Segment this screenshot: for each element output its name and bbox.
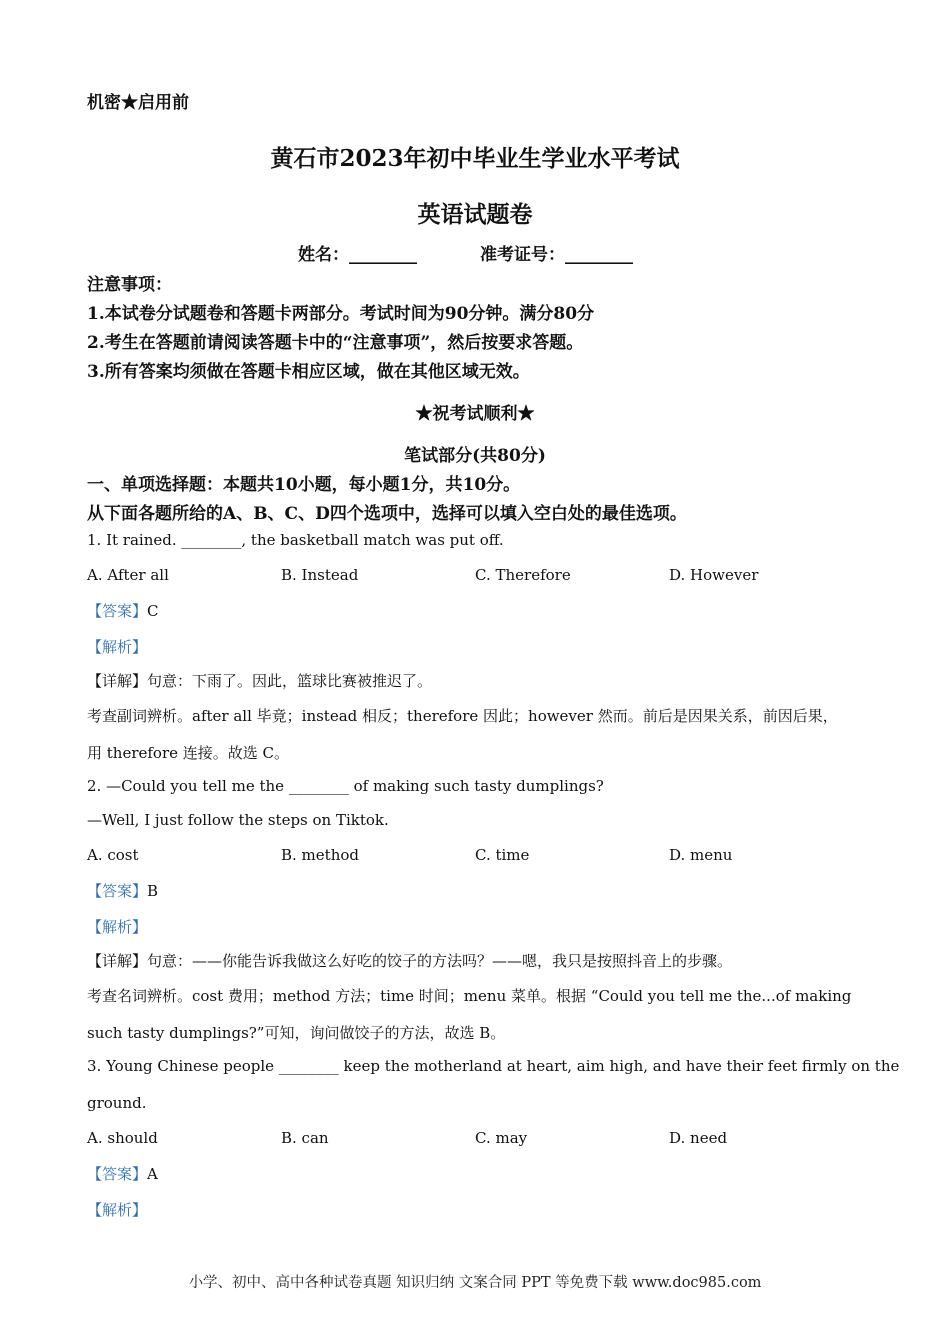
- notice-item: 1.本试卷分试题卷和答题卡两部分。考试时间为90分钟。满分80分: [87, 304, 595, 324]
- question-stem: 3. Young Chinese people ________ keep the motherland at heart, aim high, and have their feet firmly on the: [87, 1057, 900, 1075]
- question-stem: ground.: [87, 1094, 147, 1112]
- answer-value: B: [147, 882, 159, 900]
- part-heading: 一、单项选择题：本题共10小题，每小题1分，共10分。: [87, 475, 521, 495]
- option-d: D. menu: [669, 846, 733, 864]
- analysis-detail: such tasty dumplings?”可知，询问做饺子的方法，故选 B。: [87, 1024, 506, 1042]
- notice-item: 3.所有答案均须做在答题卡相应区域，做在其他区域无效。: [87, 362, 530, 382]
- answer-tag: 【答案】: [87, 1165, 148, 1183]
- analysis-detail: 用 therefore 连接。故选 C。: [87, 744, 290, 762]
- answer-value: C: [147, 602, 159, 620]
- page-footer: 小学、初中、高中各种试卷真题 知识归纳 文案合同 PPT 等免费下载 www.doc985.com: [188, 1275, 762, 1291]
- option-d: D. need: [669, 1129, 728, 1147]
- option-b: B. can: [281, 1129, 329, 1147]
- question-stem: 1. It rained. ________, the basketball match was put off.: [87, 531, 504, 549]
- answer-line: [87, 1163, 158, 1184]
- option-a: A. cost: [87, 846, 139, 864]
- analysis-tag: 【解析】: [87, 1201, 148, 1219]
- analysis-detail: 考查副词辨析。after all 毕竟；instead 相反；therefore 因此；however 然而。前后是因果关系，前因后果，: [87, 707, 838, 725]
- notice-item: 2.考生在答题前请阅读答题卡中的“注意事项”，然后按要求答题。: [87, 333, 584, 353]
- option-c: C. Therefore: [475, 566, 571, 584]
- option-c: C. time: [475, 846, 530, 864]
- option-a: A. After all: [87, 566, 169, 584]
- name-field: 姓名：________: [298, 245, 417, 265]
- candidate-id-field: 准考证号：________: [480, 245, 633, 265]
- analysis-detail: 【详解】句意：——你能告诉我做这么好吃的饺子的方法吗？——嗯，我只是按照抖音上的步骤。: [87, 952, 733, 970]
- part-instruction: 从下面各题所给的A、B、C、D四个选项中，选择可以填入空白处的最佳选项。: [87, 504, 687, 524]
- section-title: 笔试部分(共80分): [404, 446, 546, 466]
- option-b: B. Instead: [281, 566, 359, 584]
- answer-line: [87, 600, 159, 621]
- option-a: A. should: [87, 1129, 158, 1147]
- analysis-detail: 考查名词辨析。cost 费用；method 方法；time 时间；menu 菜单。根据 “Could you tell me the...of making: [87, 987, 852, 1005]
- option-d: D. However: [669, 566, 759, 584]
- answer-tag: 【答案】: [87, 602, 148, 620]
- option-b: B. method: [281, 846, 359, 864]
- answer-value: A: [147, 1165, 158, 1183]
- analysis-tag: 【解析】: [87, 918, 148, 936]
- notice-heading: 注意事项：: [87, 275, 172, 295]
- analysis-detail: 【详解】句意：下雨了。因此，篮球比赛被推迟了。: [87, 672, 433, 690]
- analysis-tag: 【解析】: [87, 638, 148, 656]
- exam-title: 黄石市2023年初中毕业生学业水平考试: [270, 145, 680, 172]
- answer-line: [87, 880, 158, 901]
- exam-subtitle: 英语试题卷: [417, 201, 533, 228]
- option-c: C. may: [475, 1129, 528, 1147]
- good-luck-line: ★祝考试顺利★: [415, 404, 535, 424]
- answer-tag: 【答案】: [87, 882, 148, 900]
- question-stem: —Well, I just follow the steps on Tiktok.: [87, 811, 389, 829]
- question-stem: 2. —Could you tell me the ________ of making such tasty dumplings?: [87, 777, 604, 795]
- secret-mark: 机密★启用前: [87, 93, 189, 113]
